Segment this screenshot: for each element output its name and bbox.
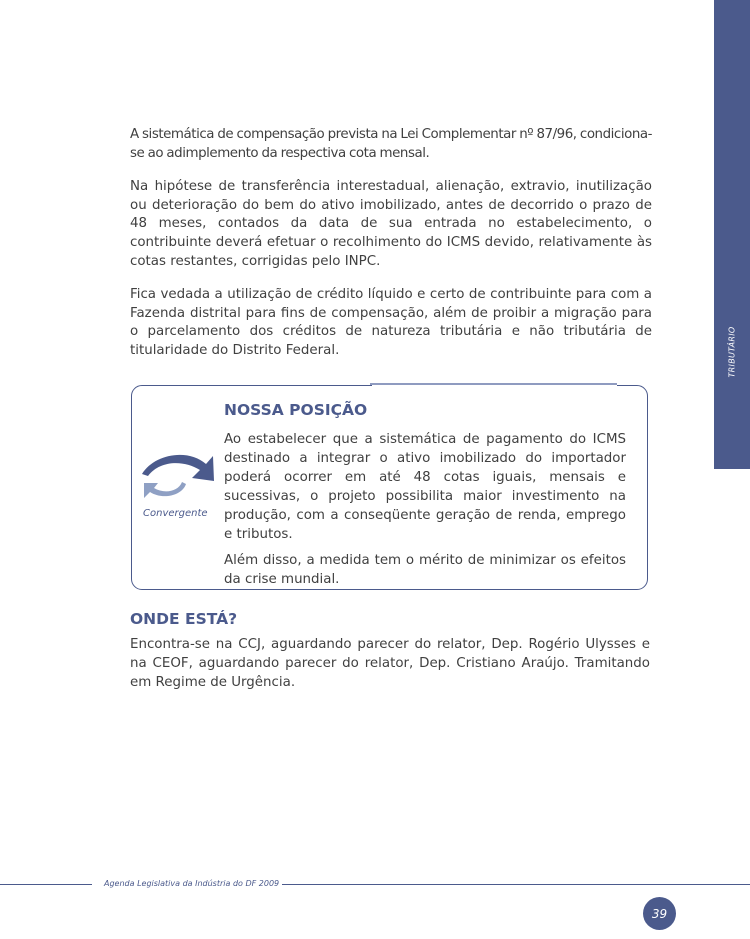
side-tab	[714, 0, 750, 469]
onde-esta-title: ONDE ESTÁ?	[130, 610, 238, 628]
page-number: 39	[643, 897, 676, 930]
position-paragraph-2: Além disso, a medida tem o mérito de minimizar os efeitos da crise mundial.	[224, 553, 626, 587]
main-text	[130, 126, 652, 376]
onde-esta-paragraph: Encontra-se na CCJ, aguardando parecer do relator, Dep. Rogério Ulysses e na CEOF, aguardando parecer do relator, Dep. Cristiano Araújo. Tramitando em Regime de Urgência.	[130, 637, 650, 690]
onde-esta-text	[130, 635, 650, 692]
position-paragraph-1: Ao estabelecer que a sistemática de pagamento do ICMS destinado a integrar o ativo imobilizado do importador poderá ocorrer em até 48 cotas iguais, mensais e sucessivas, o projeto possibilita maior investimento na produção, com a conseqüente geração de renda, emprego e tributos.	[224, 432, 626, 542]
side-tab-label: TRIBUTÁRIO	[727, 326, 737, 378]
paragraph-3: Fica vedada a utilização de crédito líquido e certo de contribuinte para com a Fazenda distrital para fins de compensação, além de proibir a migração para o parcelamento dos créditos de natureza tributária e não tributária de titularidade do Distrito Federal.	[130, 287, 652, 358]
position-box-title: NOSSA POSIÇÃO	[224, 401, 368, 419]
convergent-arrows-icon	[138, 450, 218, 506]
box-accent-line	[370, 383, 617, 385]
footer-text: Agenda Legislativa da Indústria do DF 2009	[104, 879, 280, 888]
convergent-label: Convergente	[143, 508, 208, 519]
paragraph-2: Na hipótese de transferência interestadual, alienação, extravio, inutilização ou deterioração do bem do ativo imobilizado, antes de decorrido o prazo de 48 meses, contados da data de sua entrada no estabelecimento, o contribuinte deverá efetuar o recolhimento do ICMS devido, relativamente às cotas restantes, corrigidas pelo INPC.	[130, 179, 652, 269]
position-box-text	[224, 430, 626, 596]
paragraph-1: A sistemática de compensação prevista na Lei Complementar nº 87/96, condiciona-se ao adimplemento da respectiva cota mensal.	[130, 127, 653, 161]
